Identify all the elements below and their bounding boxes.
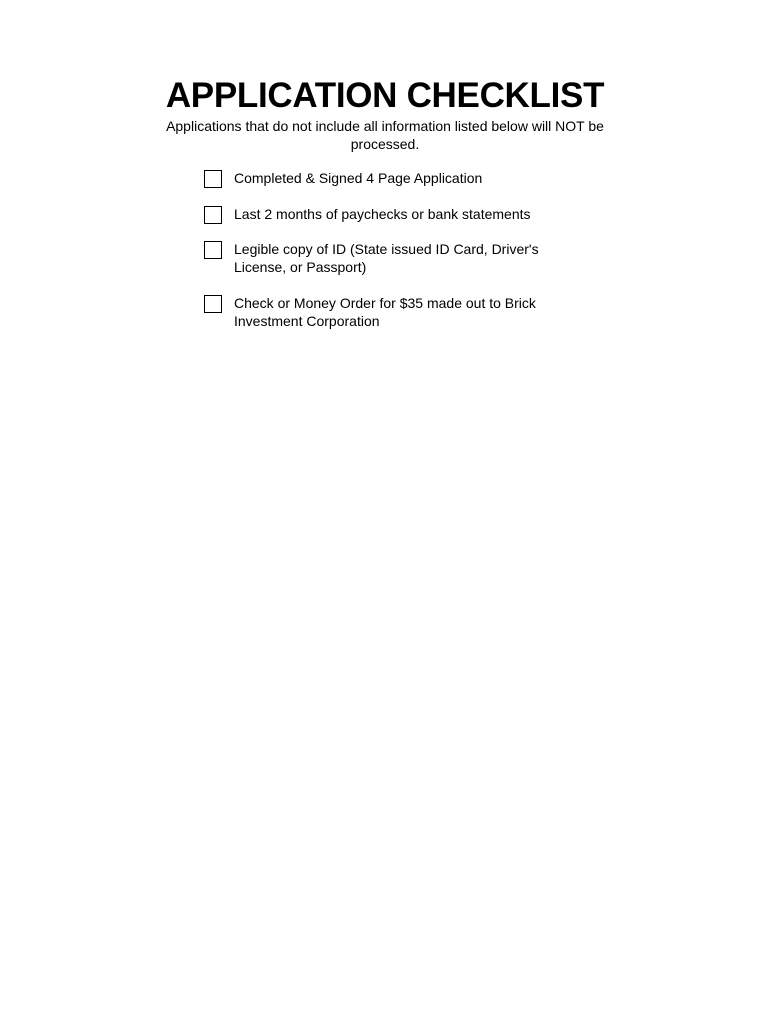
- instructions-text: Applications that do not include all information listed below will NOT be processed.: [166, 118, 604, 152]
- checklist-item-label: Last 2 months of paychecks or bank statements: [234, 206, 531, 222]
- checklist-item-id: [204, 240, 584, 276]
- checklist-item-paychecks: [204, 205, 584, 224]
- checkbox-application[interactable]: [204, 170, 222, 188]
- checklist-item-label: Legible copy of ID (State issued ID Card, Driver's License, or Passport): [234, 241, 539, 275]
- checklist-item-payment: [204, 294, 584, 330]
- checklist-item-application: [204, 169, 584, 188]
- checklist-item-label: Completed & Signed 4 Page Application: [234, 170, 483, 186]
- checkbox-id[interactable]: [204, 241, 222, 259]
- checkbox-paychecks[interactable]: [204, 206, 222, 224]
- checklist-item-label: Check or Money Order for $35 made out to Brick Investment Corporation: [234, 295, 536, 329]
- page-title: APPLICATION CHECKLIST: [165, 76, 605, 115]
- checkbox-payment[interactable]: [204, 295, 222, 313]
